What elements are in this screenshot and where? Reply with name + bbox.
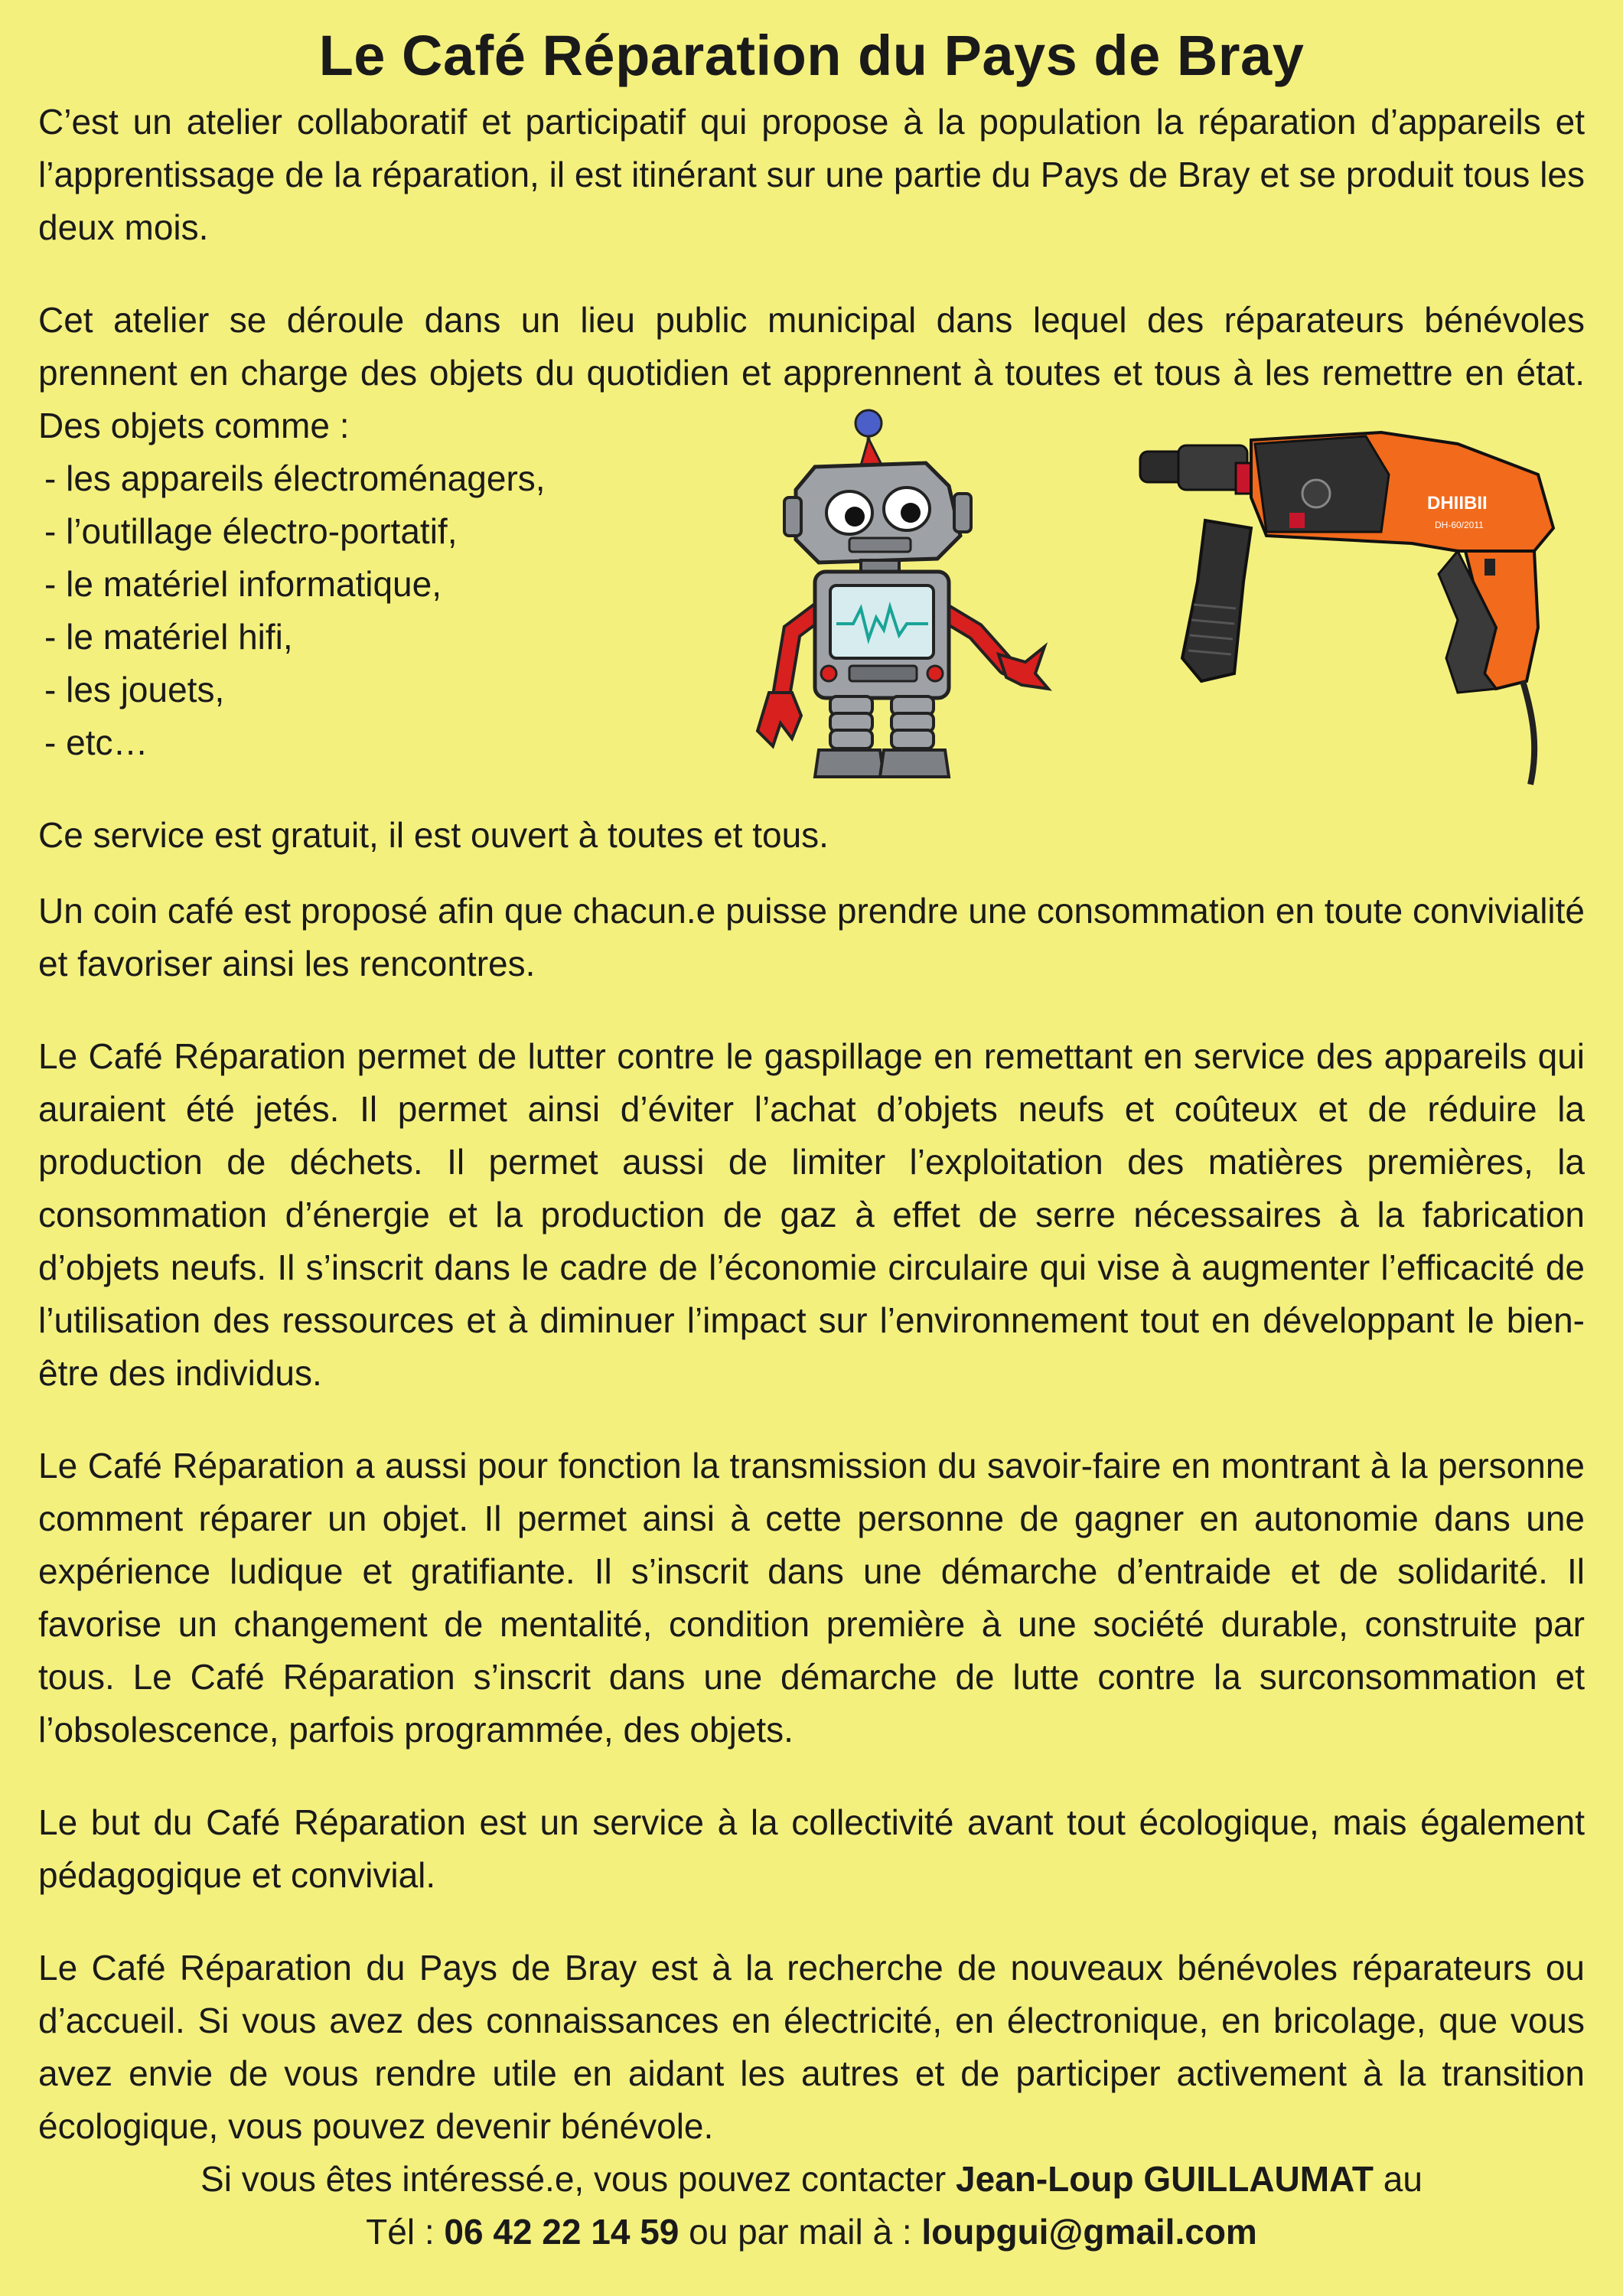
contact-details: Tél : 06 42 22 14 59 ou par mail à : loupgui@gmail.com [366, 2212, 1257, 2252]
phone-number: 06 42 22 14 59 [444, 2212, 680, 2252]
goal-paragraph: Le but du Café Réparation est un service à la collectivité avant tout écologique, mais également pédagogique et convivial. [38, 1802, 1585, 1896]
waste-paragraph: Le Café Réparation permet de lutter contre le gaspillage en remettant en service des appareils qui auraient été jetés. Il permet ainsi d’éviter l’achat d’objets neufs et coûteux et de réduire la production de déchets. Il permet aussi de limiter l’exploitation des matières premières, la consommation d’énergie et la production de gaz à effet de serre nécessaires à la fabrication d’objets neufs. Il s’inscrit dans le cadre de l’économie circulaire qui vise à augmenter l’efficacité de l’utilisation des ressources et à diminuer l’impact sur l’environnement tout en développant le bien-être des individus. [38, 1036, 1585, 1394]
drill-model: DH-60/2011 [1435, 520, 1484, 530]
drill-brand: DHIIBII [1427, 493, 1488, 514]
contact-name: Jean-Loup GUILLAUMAT [956, 2159, 1374, 2200]
free-service-paragraph: Ce service est gratuit, il est ouvert à toutes et tous. [38, 815, 829, 856]
cafe-paragraph: Un coin café est proposé afin que chacun.e puisse prendre une consommation en toute convivialité et favoriser ainsi les rencontres. [38, 891, 1585, 984]
list-item: - le matériel informatique, [44, 558, 1585, 611]
contact-line: Si vous êtes intéressé.e, vous pouvez contacter Jean-Loup GUILLAUMAT au [200, 2159, 1423, 2200]
list-item: - etc… [44, 716, 1585, 769]
list-item: - l’outillage électro-portatif, [44, 505, 1585, 558]
list-item: - les jouets, [44, 664, 1585, 716]
robot-icon [754, 402, 1090, 788]
email-address: loupgui@gmail.com [921, 2212, 1257, 2252]
list-item: - les appareils électroménagers, [44, 452, 1585, 505]
page-title: Le Café Réparation du Pays de Bray [318, 24, 1305, 87]
flyer [38, 23, 1585, 2258]
volunteers-paragraph: Le Café Réparation du Pays de Bray est à la recherche de nouveaux bénévoles réparateurs ou d’accueil. Si vous avez des connaissances en électricité, en électronique, en bricolage, que vous avez envie de vous rendre utile en aidant les autres et de participer activement à la transition écologique, vous pouvez devenir bénévole. [38, 1948, 1585, 2147]
transmission-paragraph: Le Café Réparation a aussi pour fonction la transmission du savoir-faire en montrant à la personne comment réparer un objet. Il permet ainsi à cette personne de gagner en autonomie dans une expérience ludique et gratifiante. Il s’inscrit dans une démarche d’entraide et de solidarité. Il favorise un changement de mentalité, condition première à une société durable, construite par tous. Le Café Réparation s’inscrit dans une démarche de lutte contre la surconsommation et l’obsolescence, parfois programmée, des objets. [38, 1446, 1585, 1750]
hammer-drill-icon [1136, 429, 1565, 788]
atelier-paragraph: Cet atelier se déroule dans un lieu public municipal dans lequel des réparateurs bénévoles prennent en charge des objets du quotidien et apprennent à toutes et tous à les remettre en état. Des objets comme : [38, 300, 1585, 446]
list-item: - le matériel hifi, [44, 611, 1585, 664]
intro-paragraph: C’est un atelier collaboratif et participatif qui propose à la population la réparation d’appareils et l’apprentissage de la réparation, il est itinérant sur une partie du Pays de Bray et se produit tous les deux mois. [38, 102, 1585, 248]
